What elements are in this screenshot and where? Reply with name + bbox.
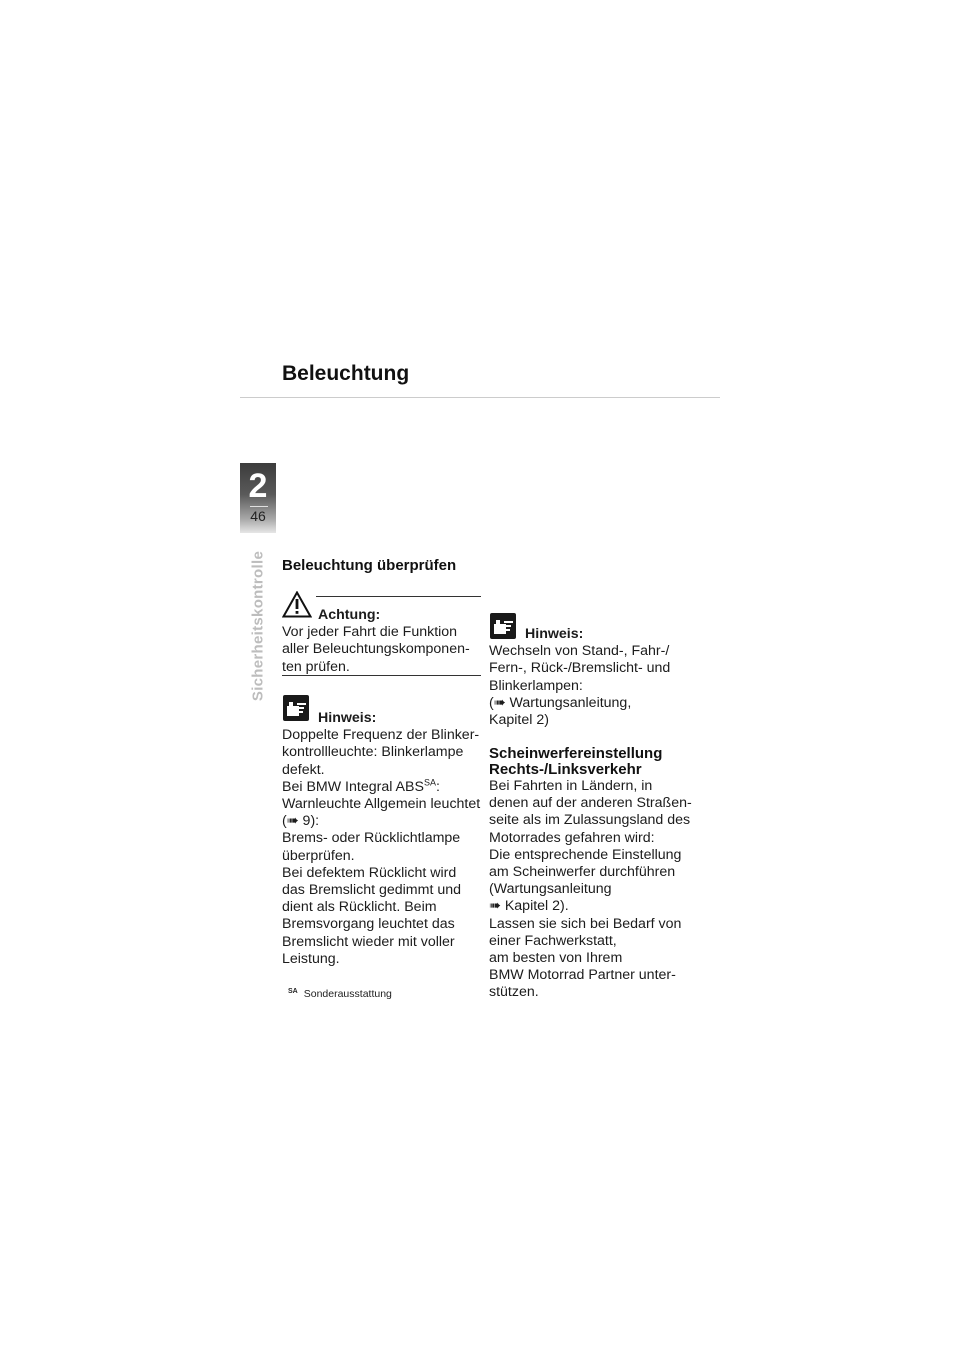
note-line: Warnleuchte Allgemein leuchtet bbox=[282, 796, 481, 813]
note-label: Hinweis: bbox=[525, 626, 584, 642]
note-line: defekt. bbox=[282, 761, 325, 778]
body-line: (Wartungsanleitung bbox=[489, 881, 612, 898]
note-line: Blinkerlampen: bbox=[489, 677, 583, 694]
warning-line: ten prüfen. bbox=[282, 658, 350, 675]
note-line: Kapitel 2) bbox=[489, 712, 549, 729]
note-line: Brems- oder Rücklichtlampe bbox=[282, 830, 461, 847]
note-line: Leistung. bbox=[282, 950, 340, 967]
note-line: überprüfen. bbox=[282, 847, 355, 864]
abs-text: Bei BMW Integral ABS bbox=[282, 778, 424, 795]
note-line: (➠ Wartungsanleitung, bbox=[489, 694, 632, 711]
footnote-text: Sonderausstattung bbox=[303, 988, 392, 1000]
body-line: ➠ Kapitel 2). bbox=[489, 898, 569, 915]
note-line: (➠ 9): bbox=[282, 813, 320, 830]
note-line: kontrollleuchte: Blinkerlampe bbox=[282, 744, 464, 761]
note-line: das Bremslicht gedimmt und bbox=[282, 882, 461, 899]
page-title: Beleuchtung bbox=[282, 362, 410, 385]
chapter-tab-divider bbox=[250, 506, 268, 507]
note-line: Fern-, Rück-/Bremslicht- und bbox=[489, 660, 671, 677]
section-heading-lighting-check: Beleuchtung überprüfen bbox=[282, 557, 457, 574]
body-line: denen auf der anderen Straßen- bbox=[489, 795, 692, 812]
warning-bottom-rule bbox=[282, 675, 481, 676]
note-line: Bremslicht wieder mit voller bbox=[282, 933, 455, 950]
body-line: BMW Motorrad Partner unter- bbox=[489, 967, 676, 984]
body-line: Die entsprechende Einstellung bbox=[489, 846, 682, 863]
body-line: seite als im Zulassungsland des bbox=[489, 812, 691, 829]
note-label: Hinweis: bbox=[318, 710, 377, 726]
warning-line: Vor jeder Fahrt die Funktion bbox=[282, 624, 458, 641]
body-line: einer Fachwerkstatt, bbox=[489, 932, 617, 949]
headlight-section-body bbox=[489, 778, 704, 1002]
section-heading-line: Scheinwerfereinstellung bbox=[489, 745, 663, 762]
body-line: am besten von Ihrem bbox=[489, 950, 623, 967]
note-block-left bbox=[282, 710, 482, 968]
abs-suffix: : bbox=[435, 778, 440, 795]
body-line: Motorrades gefahren wird: bbox=[489, 829, 655, 846]
body-line: stützen. bbox=[489, 984, 539, 1001]
warning-top-rule bbox=[316, 596, 481, 597]
warning-label: Achtung: bbox=[318, 607, 381, 623]
note-block-right bbox=[489, 626, 699, 729]
chapter-number: 2 bbox=[248, 467, 268, 505]
body-line: Lassen sie sich bei Bedarf von bbox=[489, 915, 682, 932]
warning-line: aller Beleuchtungskomponen- bbox=[282, 641, 470, 658]
warning-block bbox=[282, 607, 482, 676]
footnote bbox=[288, 988, 392, 1000]
section-heading-line: Rechts-/Linksverkehr bbox=[489, 761, 642, 778]
body-line: am Scheinwerfer durchführen bbox=[489, 864, 676, 881]
section-heading-headlight-adjustment bbox=[489, 746, 662, 778]
note-line: Bremsvorgang leuchtet das bbox=[282, 916, 455, 933]
note-abs-line bbox=[282, 779, 482, 796]
note-line: Doppelte Frequenz der Blinker- bbox=[282, 727, 480, 744]
body-line: Bei Fahrten in Ländern, in bbox=[489, 778, 653, 794]
title-divider bbox=[240, 397, 720, 398]
note-line: Wechseln von Stand-, Fahr-/ bbox=[489, 643, 670, 660]
abs-superscript: SA bbox=[423, 777, 436, 788]
note-line: dient als Rücklicht. Beim bbox=[282, 899, 437, 916]
footnote-mark: SA bbox=[288, 987, 298, 995]
side-chapter-label: Sicherheitskontrolle bbox=[249, 550, 267, 702]
page-number: 46 bbox=[250, 508, 266, 524]
note-line: Bei defektem Rücklicht wird bbox=[282, 864, 457, 881]
